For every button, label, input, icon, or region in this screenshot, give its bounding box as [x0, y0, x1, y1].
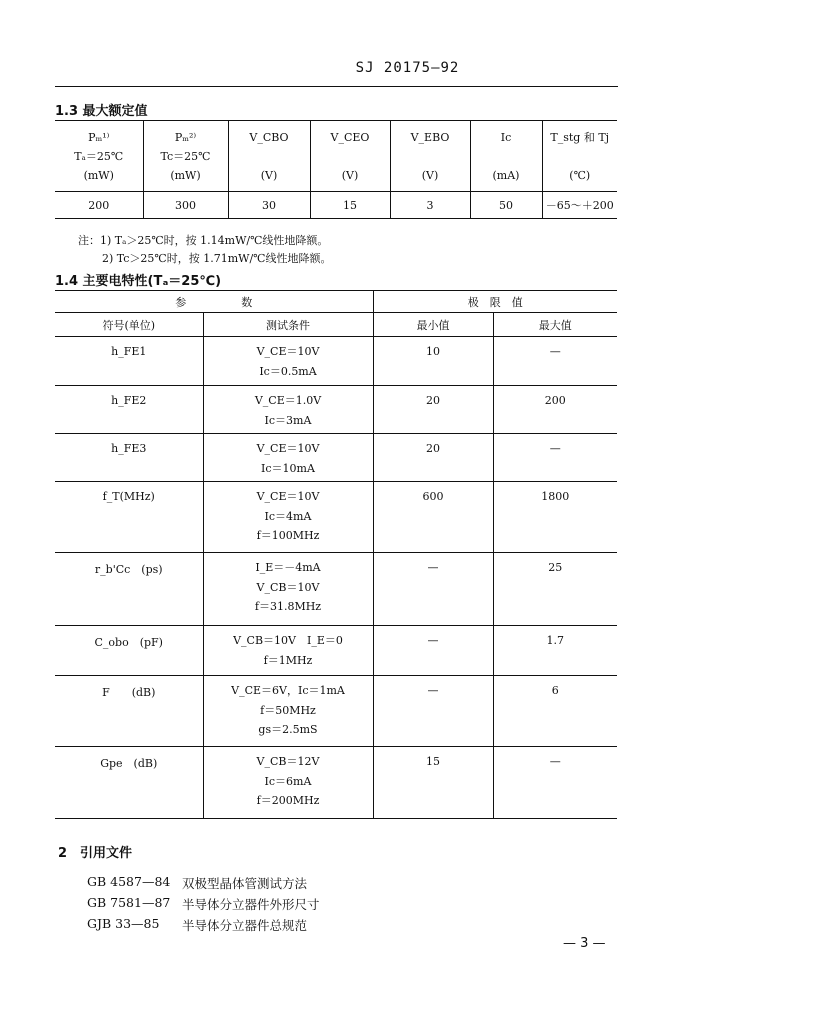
electrical-characteristics-table: [55, 290, 617, 819]
table-row: [55, 386, 617, 434]
rating-value: 30: [228, 192, 310, 219]
test-conditions: [203, 386, 373, 434]
condition-line: V_CB＝12V: [256, 755, 320, 768]
table-row: [55, 626, 617, 676]
max-ratings-table: [55, 120, 617, 219]
max-value: —: [493, 337, 617, 386]
param-symbol: h_FE2: [55, 386, 203, 434]
condition-line: f＝50MHz: [260, 703, 316, 717]
test-conditions: [203, 337, 373, 386]
test-conditions: [203, 747, 373, 819]
rating-header-cell: [55, 121, 143, 192]
rating-symbol: Pₘ¹⁾: [88, 130, 110, 144]
min-value: 20: [373, 434, 493, 482]
note-1: 注：1) Tₐ＞25℃时，按 1.14mW/℃线性地降额。: [78, 234, 329, 247]
rating-header-cell: [390, 121, 470, 192]
rating-unit: (V): [260, 168, 278, 182]
reference-code: GB 7581—87: [87, 895, 171, 910]
rating-value: 200: [55, 192, 143, 219]
max-value: 1.7: [493, 626, 617, 676]
test-conditions: [203, 553, 373, 626]
condition-line: gs＝2.5mS: [258, 723, 318, 736]
max-value: 1800: [493, 482, 617, 553]
min-value: —: [373, 553, 493, 626]
rating-condition: Tₐ＝25℃: [74, 149, 124, 163]
rating-value: 15: [310, 192, 390, 219]
rating-symbol: V_CEO: [330, 130, 370, 144]
condition-line: V_CB＝10V I_E＝0: [233, 634, 343, 647]
reference-code: GJB 33—85: [87, 916, 160, 931]
rating-value: －65～＋200: [542, 192, 617, 219]
limit-group-header: 极 限 值: [373, 291, 617, 313]
test-conditions: [203, 626, 373, 676]
test-conditions: [203, 434, 373, 482]
section-1-4-title: 1.4 主要电特性(Tₐ＝25℃): [55, 274, 222, 289]
max-header: 最大值: [493, 313, 617, 337]
param-symbol: r_b'Cc (ps): [55, 553, 203, 626]
min-header: 最小值: [373, 313, 493, 337]
rating-value: 3: [390, 192, 470, 219]
rating-unit: (℃): [569, 168, 591, 182]
rating-header-cell: [310, 121, 390, 192]
symbol-unit-header: 符号(单位): [55, 313, 203, 337]
min-value: 600: [373, 482, 493, 553]
param-symbol: h_FE3: [55, 434, 203, 482]
condition-line: f＝1MHz: [263, 653, 313, 667]
condition-line: Ic＝6mA: [264, 774, 312, 788]
condition-line: V_CE＝10V: [256, 345, 320, 358]
max-value: —: [493, 434, 617, 482]
rating-header-cell: [143, 121, 228, 192]
rating-symbol: T_stg 和 Tj: [550, 130, 610, 144]
table-row: [55, 747, 617, 819]
rating-unit: (V): [421, 168, 439, 182]
rating-symbol: V_CBO: [249, 130, 289, 144]
section-1-3-title: 1.3 最大额定值: [55, 104, 148, 119]
rating-value: 50: [470, 192, 542, 219]
condition-line: Ic＝3mA: [264, 413, 312, 427]
note-2: 2) Tc＞25℃时，按 1.71mW/℃线性地降额。: [102, 252, 332, 265]
condition-line: f＝31.8MHz: [254, 600, 322, 613]
max-value: —: [493, 747, 617, 819]
min-value: —: [373, 676, 493, 747]
table-row: [55, 337, 617, 386]
page-number: — 3 —: [563, 936, 606, 951]
rating-unit: (mW): [170, 168, 201, 182]
max-value: 200: [493, 386, 617, 434]
condition-line: f＝200MHz: [256, 794, 320, 807]
section-2-title: 2 引用文件: [58, 846, 133, 861]
rating-unit: (V): [341, 168, 359, 182]
rating-symbol: Ic: [500, 130, 512, 144]
max-value: 6: [493, 676, 617, 747]
min-value: 10: [373, 337, 493, 386]
table-row: [55, 434, 617, 482]
rating-unit: (mW): [83, 168, 114, 182]
table-row: [55, 553, 617, 626]
reference-title: 半导体分立器件总规范: [182, 918, 308, 933]
min-value: 20: [373, 386, 493, 434]
condition-line: Ic＝4mA: [264, 509, 312, 523]
condition-line: Ic＝10mA: [261, 461, 315, 475]
min-value: 15: [373, 747, 493, 819]
condition-line: I_E＝－4mA: [255, 561, 321, 574]
param-symbol: h_FE1: [55, 337, 203, 386]
test-conditions: [203, 676, 373, 747]
param-symbol: f_T(MHz): [55, 482, 203, 553]
rating-condition: Tc＝25℃: [160, 149, 211, 163]
condition-line: V_CB＝10V: [256, 580, 320, 594]
table-row: [55, 482, 617, 553]
table-row: [55, 676, 617, 747]
param-group-header: 参 数: [175, 295, 253, 309]
rating-header-cell: [542, 121, 617, 192]
param-symbol: C_obo (pF): [55, 626, 203, 676]
reference-code: GB 4587—84: [87, 874, 171, 889]
reference-title: 双极型晶体管测试方法: [182, 876, 308, 891]
test-conditions-header: 测试条件: [203, 313, 373, 337]
rating-symbol: V_EBO: [410, 130, 450, 144]
min-value: —: [373, 626, 493, 676]
condition-line: Ic＝0.5mA: [259, 364, 317, 378]
reference-title: 半导体分立器件外形尺寸: [182, 897, 320, 912]
param-symbol: F (dB): [55, 676, 203, 747]
test-conditions: [203, 482, 373, 553]
condition-line: V_CE＝10V: [256, 490, 320, 503]
document-header: SJ 20175—92: [355, 60, 460, 76]
rating-header-cell: [228, 121, 310, 192]
condition-line: f＝100MHz: [256, 529, 320, 542]
rating-symbol: Pₘ²⁾: [174, 130, 197, 144]
condition-line: V_CE＝1.0V: [254, 394, 322, 407]
max-value: 25: [493, 553, 617, 626]
rating-unit: (mA): [492, 168, 520, 182]
condition-line: V_CE＝6V，Ic＝1mA: [231, 684, 345, 697]
condition-line: V_CE＝10V: [256, 442, 320, 455]
header-rule: [55, 86, 618, 87]
param-symbol: Gpe (dB): [55, 747, 203, 819]
rating-value: 300: [143, 192, 228, 219]
rating-header-cell: [470, 121, 542, 192]
